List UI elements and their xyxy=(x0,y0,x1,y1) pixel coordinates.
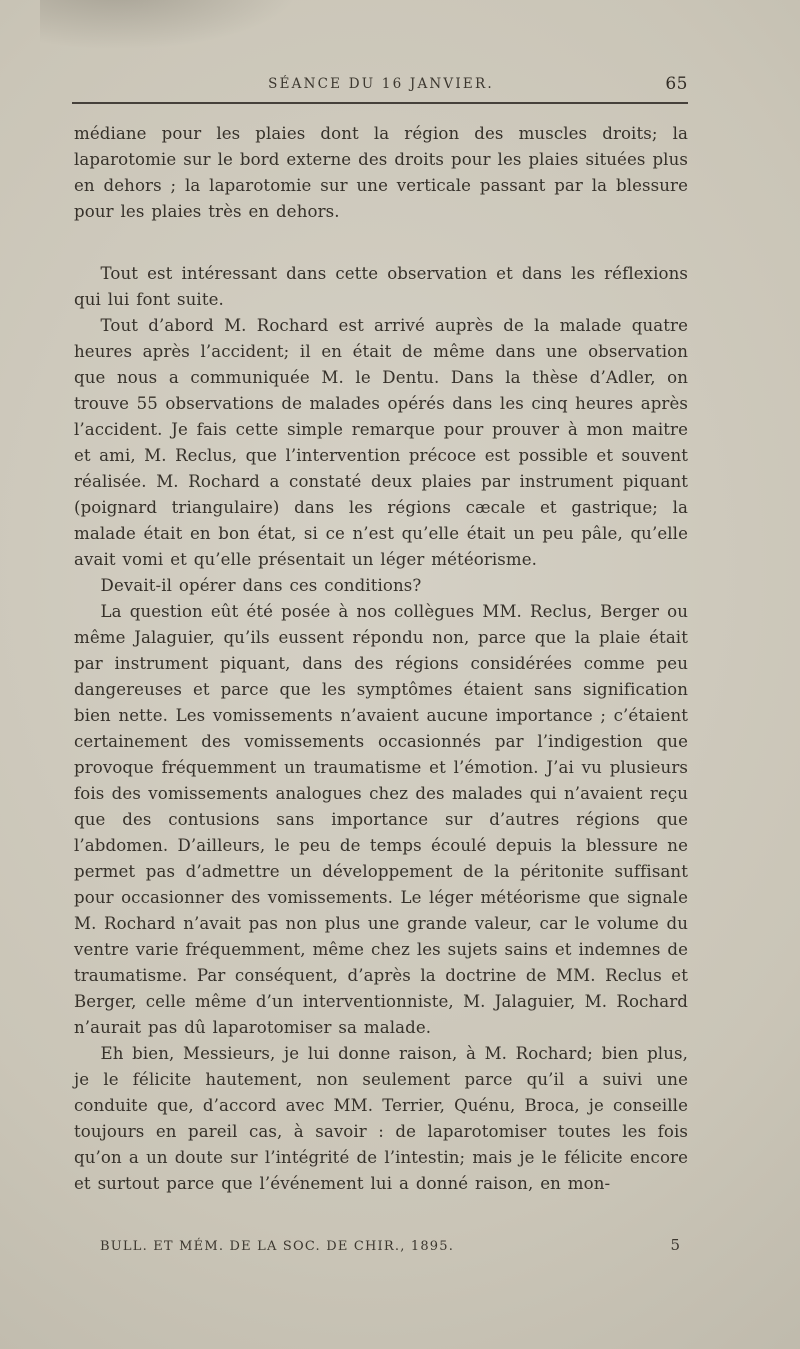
footer-signature-number: 5 xyxy=(670,1236,680,1254)
page-body xyxy=(74,121,688,1197)
page-footer xyxy=(74,1236,688,1254)
page-header xyxy=(74,0,688,102)
body-paragraph: Tout est intéressant dans cette observation et dans les réflexions qui lui font suite. xyxy=(74,264,688,309)
body-paragraph: Tout d’abord M. Rochard est arrivé auprès de la malade quatre heures après l’accident; il en était de même dans une observation que nous a communiquée M. le Dentu. Dans la thèse d’Adler, on trouve 55 observations de malades opérés dans les cinq heures après l’accident. Je fais cette simple remarque pour prouver à mon maitre et ami, M. Reclus, que l’intervention précoce est possible et souvent réalisée. M. Rochard a constaté deux plaies par instrument piquant (poignard triangulaire) dans les régions cæcale et gastrique; la malade était en bon état, si ce n’est qu’elle était un peu pâle, qu’elle avait vomi et qu’elle présentait un léger météorisme. xyxy=(74,316,688,569)
header-rule xyxy=(72,102,688,104)
footer-citation: BULL. ET MÉM. DE LA SOC. DE CHIR., 1895. xyxy=(100,1239,455,1254)
page-number: 65 xyxy=(665,74,688,94)
body-paragraph: Eh bien, Messieurs, je lui donne raison, à M. Rochard; bien plus, je le félicite hautement, non seulement parce qu’il a suivi une conduite que, d’accord avec MM. Terrier, Quénu, Broca, je conseille toujours en pareil cas, à savoir : de laparotomiser toutes les fois qu’on a un doute sur l’intégrité de l’intestin; mais je le félicite encore et surtout parce que l’événement lui a donné raison, en mon- xyxy=(74,1044,688,1193)
running-header-title: SÉANCE DU 16 JANVIER. xyxy=(268,76,494,92)
body-paragraph: Devait-il opérer dans ces conditions? xyxy=(100,576,422,595)
body-paragraph: La question eût été posée à nos collègues MM. Reclus, Berger ou même Jalaguier, qu’ils eussent répondu non, parce que la plaie était par instrument piquant, dans des régions considérées comme peu dangereuses et parce que les symptômes étaient sans signification bien nette. Les vomissements n’avaient aucune importance ; c’étaient certainement des vomissements occasionnés par l’indigestion que provoque fréquemment un traumatisme et l’émotion. J’ai vu plusieurs fois des vomissements analogues chez des malades qui n’avaient reçu que des contusions sans importance sur d’autres régions que l’abdomen. D’ailleurs, le peu de temps écoulé depuis la blessure ne permet pas d’admettre un développement de la péritonite suffisant pour occasionner des vomissements. Le léger météorisme que signale M. Rochard n’avait pas non plus une grande valeur, car le volume du ventre varie fréquemment, même chez les sujets sains et indemnes de traumatisme. Par conséquent, d’après la doctrine de MM. Reclus et Berger, celle même d’un interventionniste, M. Jalaguier, M. Rochard n’aurait pas dû laparotomiser sa malade. xyxy=(74,602,688,1037)
body-paragraph: médiane pour les plaies dont la région des muscles droits; la laparotomie sur le bord externe des droits pour les plaies situées plus en dehors ; la laparotomie sur une verticale passant par la blessure pour les plaies très en dehors. xyxy=(74,124,688,221)
